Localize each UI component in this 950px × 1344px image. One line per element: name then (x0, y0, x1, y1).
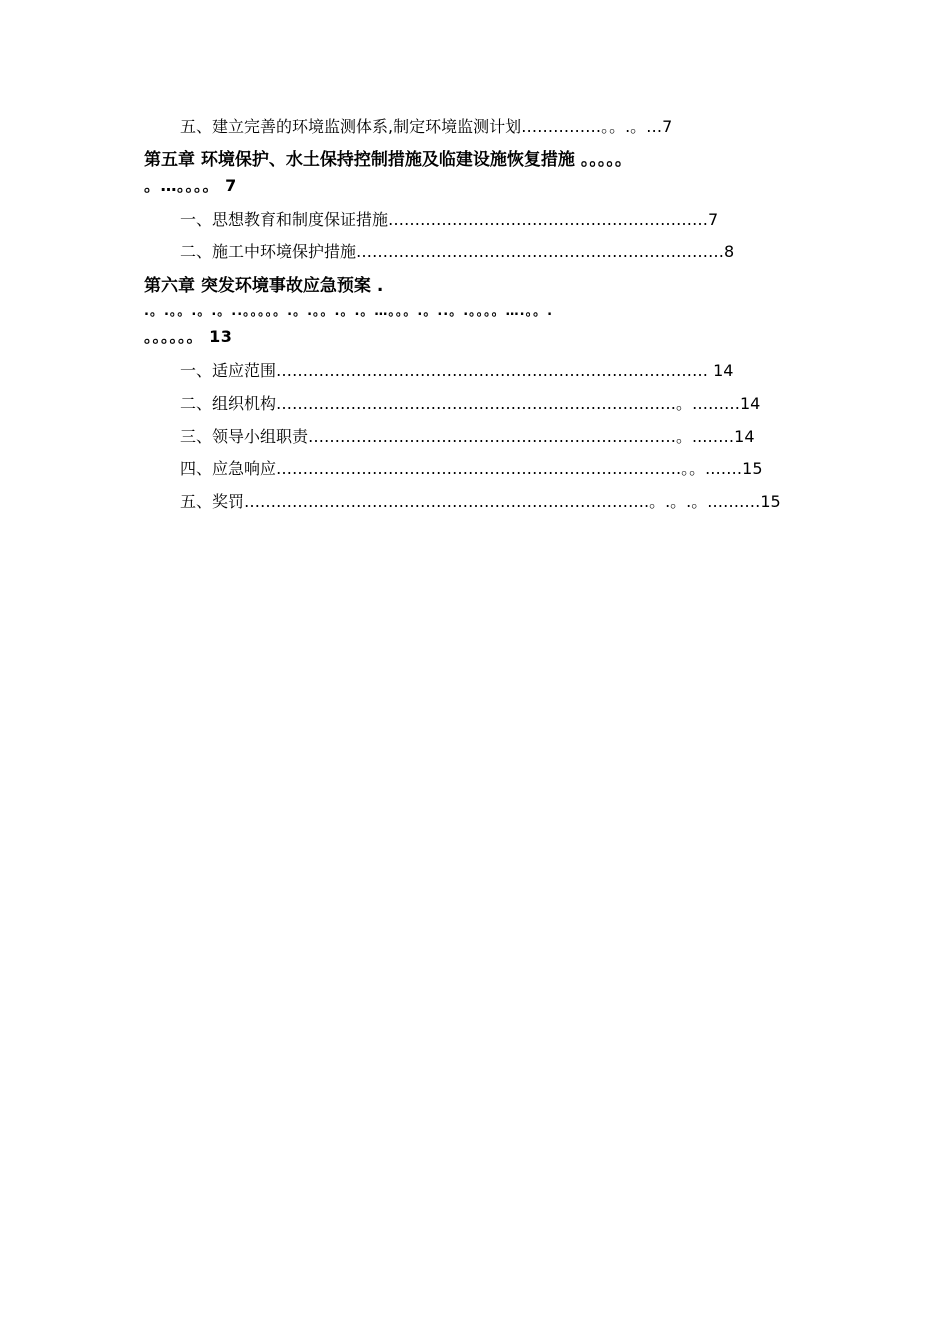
toc-entry-scope[interactable]: 一、适应范围……………………………………………………………………… 14 (180, 361, 734, 380)
toc-entry-emergency-response[interactable]: 四、应急响应………………………………………………………………….。。.……15 (180, 459, 763, 478)
toc-entry-rewards-penalties[interactable]: 五、奖罚………………………………………………………………….。.。.。.………15 (180, 492, 781, 511)
toc-chapter-6-page-leader: 。。。。。。 13 (144, 327, 233, 346)
toc-entry-education-measures[interactable]: 一、思想教育和制度保证措施……………………………………………………7 (180, 210, 719, 229)
toc-chapter-6-heading[interactable]: 第六章 突发环境事故应急预案 . (144, 276, 384, 296)
toc-entry-monitoring-plan[interactable]: 五、建立完善的环境监测体系,制定环境监测计划……………。。.。…7 (180, 117, 673, 136)
toc-entry-leadership-duties[interactable]: 三、领导小组职责……………………………………………………………。..……14 (180, 427, 755, 446)
toc-entry-organization[interactable]: 二、组织机构…………………………………………………………………。………14 (180, 394, 761, 413)
toc-chapter-6-dot-leader: .。.。。.。.。..。。。。。.。.。。.。.。…。。。.。..。.。。。。….。。. (144, 304, 554, 319)
toc-chapter-5-page-leader: 。…。。。。 7 (144, 176, 237, 195)
toc-chapter-5-heading[interactable]: 第五章 环境保护、水土保持控制措施及临建设施恢复措施 。。。。。 (144, 150, 632, 170)
toc-entry-construction-protection[interactable]: 二、施工中环境保护措施……………………………………………………………8 (180, 242, 735, 261)
